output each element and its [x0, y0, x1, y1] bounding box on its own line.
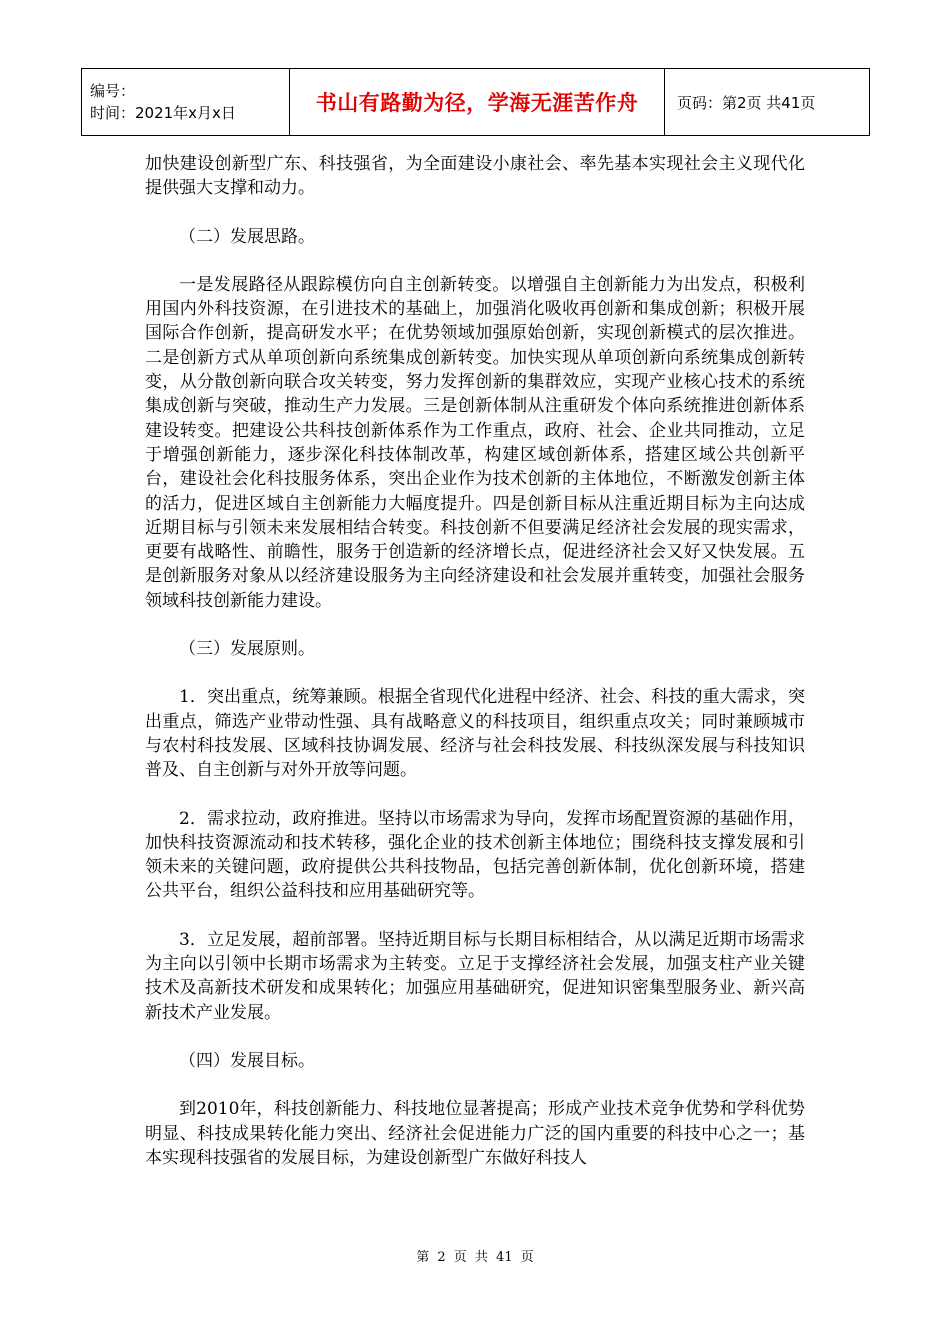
- paragraph-principle-3: 3．立足发展，超前部署。坚持近期目标与长期目标相结合，从以满足近期市场需求为主向以引领中长期市场需求为主转变。立足于支撑经济社会发展，加强支柱产业关键技术及高新技术研发和成果转化；加强应用基础研究，促进知识密集型服务业、新兴高新技术产业发展。: [145, 929, 805, 1023]
- document-number-label: 编号：: [90, 82, 136, 100]
- document-body: [145, 152, 805, 1194]
- section-heading-development-goals: （四）发展目标。: [179, 1050, 315, 1071]
- paragraph-development-goals: 到2010年，科技创新能力、科技地位显著提高；形成产业技术竞争优势和学科优势明显、科技成果转化能力突出、经济社会促进能力广泛的国内重要的科技中心之一；基本实现科技强省的发展目标，为建设创新型广东做好科技人: [145, 1099, 805, 1168]
- header-page-cell: [665, 69, 870, 136]
- header-motto-cell: [290, 69, 665, 136]
- paragraph-principle-1: 1．突出重点，统筹兼顾。根据全省现代化进程中经济、社会、科技的重大需求，突出重点，筛选产业带动性强、具有战略意义的科技项目，组织重点攻关；同时兼顾城市与农村科技发展、区域科技协调发展、经济与社会科技发展、科技纵深发展与科技知识普及、自主创新与对外开放等问题。: [145, 687, 805, 781]
- header-motto: 书山有路勤为径，学海无涯苦作舟: [315, 91, 639, 115]
- paragraph-development-approach: 一是发展路径从跟踪模仿向自主创新转变。以增强自主创新能力为出发点，积极利用国内外科技资源，在引进技术的基础上，加强消化吸收再创新和集成创新；积极开展国际合作创新，提高研发水平；在优势领域加强原始创新，实现创新模式的层次推进。二是创新方式从单项创新向系统集成创新转变。加快实现从单项创新向系统集成创新转变，从分散创新向联合攻关转变，努力发挥创新的集群效应，实现产业核心技术的系统集成创新与突破，推动生产力发展。三是创新体制从注重研发个体向系统推进创新体系建设转变。把建设公共科技创新体系作为工作重点，政府、社会、企业共同推动，立足于增强创新能力，逐步深化科技体制改革，构建区域创新体系，搭建区域公共创新平台，建设社会化科技服务体系，突出企业作为技术创新的主体地位，不断激发创新主体的活力，促进区域自主创新能力大幅度提升。四是创新目标从注重近期目标为主向达成近期目标与引领未来发展相结合转变。科技创新不但要满足经济社会发展的现实需求，更要有战略性、前瞻性，服务于创造新的经济增长点，促进经济社会又好又快发展。五是创新服务对象从以经济建设服务为主向经济建设和社会发展并重转变，加强社会服务领域科技创新能力建设。: [145, 274, 805, 611]
- page-footer: 第 2 页 共 41 页: [416, 1250, 534, 1265]
- header-page-info: 页码：第2页 共41页: [677, 93, 816, 112]
- header-meta-cell: [82, 69, 290, 136]
- page-header-table: [81, 68, 870, 136]
- section-heading-development-principles: （三）发展原则。: [179, 639, 315, 660]
- section-heading-development-approach: （二）发展思路。: [179, 226, 315, 247]
- document-date-label: 时间：2021年x月x日: [90, 104, 236, 122]
- paragraph-continuation: 加快建设创新型广东、科技强省，为全面建设小康社会、率先基本实现社会主义现代化提供强大支撑和动力。: [145, 154, 805, 199]
- paragraph-principle-2: 2．需求拉动，政府推进。坚持以市场需求为导向，发挥市场配置资源的基础作用，加快科技资源流动和技术转移，强化企业的技术创新主体地位；围绕科技支撑发展和引领未来的关键问题，政府提供公共科技物品，包括完善创新体制，优化创新环境，搭建公共平台，组织公益科技和应用基础研究等。: [145, 808, 805, 902]
